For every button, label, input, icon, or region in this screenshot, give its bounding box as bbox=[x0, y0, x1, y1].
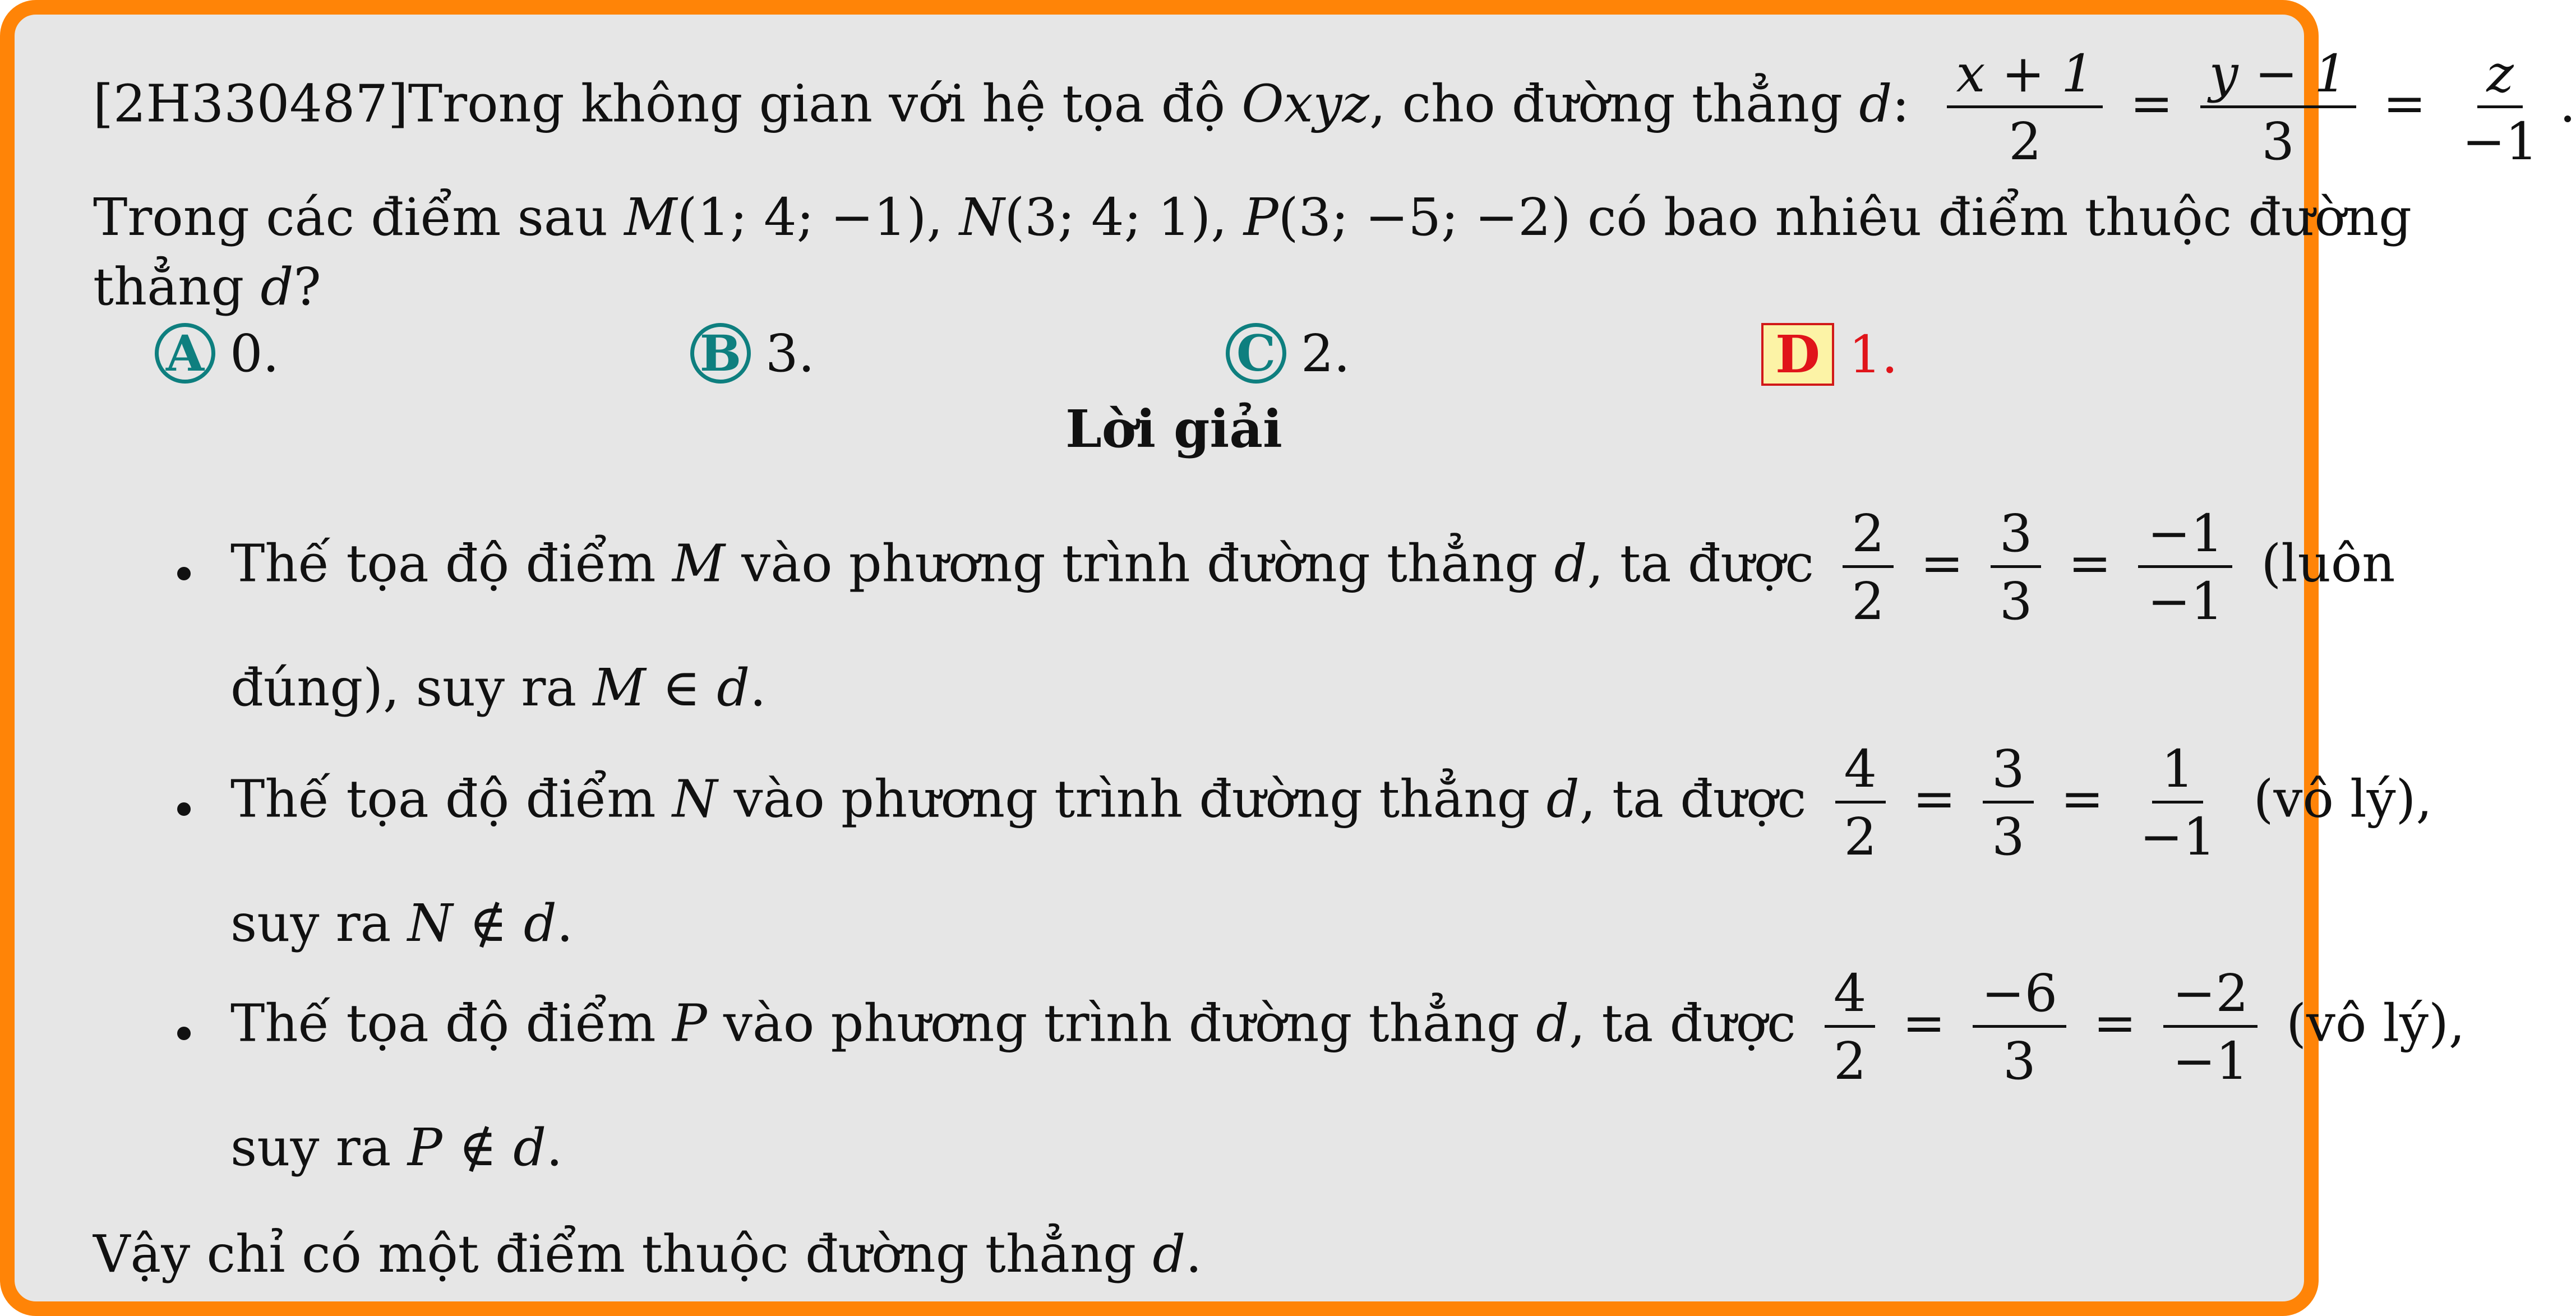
bullet-2-line-1: Thế tọa độ điểm N vào phương trình đường thẳng d, ta được $\frac{4}{2}$ = $\frac{3}{3}$ = $\frac{1}{-1}$ (vô lý), bbox=[230, 739, 2432, 867]
option-d-marker: D bbox=[1761, 323, 1834, 386]
fraction-z: $\frac{z}{-1}$ bbox=[2462, 44, 2538, 172]
b2-frac-3: $\frac{1}{-1}$ bbox=[2139, 739, 2216, 867]
b1-frac-3: $\frac{-1}{-1}$ bbox=[2138, 508, 2232, 627]
option-c-marker: C bbox=[1226, 323, 1286, 384]
solution-title: Lời giải bbox=[1065, 399, 1282, 459]
option-d-correct[interactable]: D 1. bbox=[1761, 323, 1898, 386]
b3-frac-3: $\frac{-2}{-1}$ bbox=[2163, 968, 2258, 1087]
option-b[interactable]: B 3. bbox=[690, 323, 815, 384]
b3-frac-2: $\frac{-6}{3}$ bbox=[1973, 968, 2067, 1087]
conclusion: Vậy chỉ có một điểm thuộc đường thẳng d. bbox=[93, 1224, 1202, 1284]
b2-frac-1: $\frac{4}{2}$ bbox=[1835, 744, 1886, 863]
question-line-3: thẳng d? bbox=[93, 257, 321, 317]
bullet-dot-3 bbox=[177, 1027, 191, 1040]
bullet-1-line-1: Thế tọa độ điểm M vào phương trình đường thẳng d, ta được $\frac{2}{2}$ = $\frac{3}{3}$ = $\frac{-1}{-1}$ (luôn bbox=[230, 504, 2395, 631]
b2-frac-2: $\frac{3}{3}$ bbox=[1983, 744, 2034, 863]
option-a[interactable]: A 0. bbox=[155, 323, 279, 384]
option-c[interactable]: C 2. bbox=[1226, 323, 1350, 384]
bullet-3-line-1: Thế tọa độ điểm P vào phương trình đường thẳng d, ta được $\frac{4}{2}$ = $\frac{-6}{3}$ = $\frac{-2}{-1}$ (vô lý), bbox=[230, 963, 2466, 1091]
question-line-1: [2H330487]Trong không gian với hệ tọa độ Oxyz, cho đường thẳng d: $\frac{x + 1}{2}$ = $\frac{y - 1}{3}$ = $\frac{z}{-1}$ . bbox=[93, 44, 2576, 172]
fraction-y: $\frac{y - 1}{3}$ bbox=[2200, 48, 2356, 168]
bullet-3-line-2: suy ra P ∉ d. bbox=[230, 1118, 563, 1178]
b1-frac-1: $\frac{2}{2}$ bbox=[1843, 508, 1894, 627]
option-a-marker: A bbox=[155, 323, 215, 384]
option-b-marker: B bbox=[690, 323, 751, 384]
fraction-x: $\frac{x + 1}{2}$ bbox=[1947, 48, 2103, 168]
bullet-1-line-2: đúng), suy ra M ∈ d. bbox=[230, 658, 767, 718]
bullet-dot-1 bbox=[177, 567, 191, 580]
question-line-2: Trong các điểm sau M(1; 4; −1), N(3; 4; 1), P(3; −5; −2) có bao nhiêu điểm thuộc đường bbox=[93, 187, 2412, 247]
b1-frac-2: $\frac{3}{3}$ bbox=[1991, 508, 2042, 627]
question-id: [2H330487] bbox=[93, 73, 408, 134]
b3-frac-1: $\frac{4}{2}$ bbox=[1825, 968, 1876, 1087]
bullet-2-line-2: suy ra N ∉ d. bbox=[230, 893, 574, 953]
bullet-dot-2 bbox=[177, 802, 191, 816]
